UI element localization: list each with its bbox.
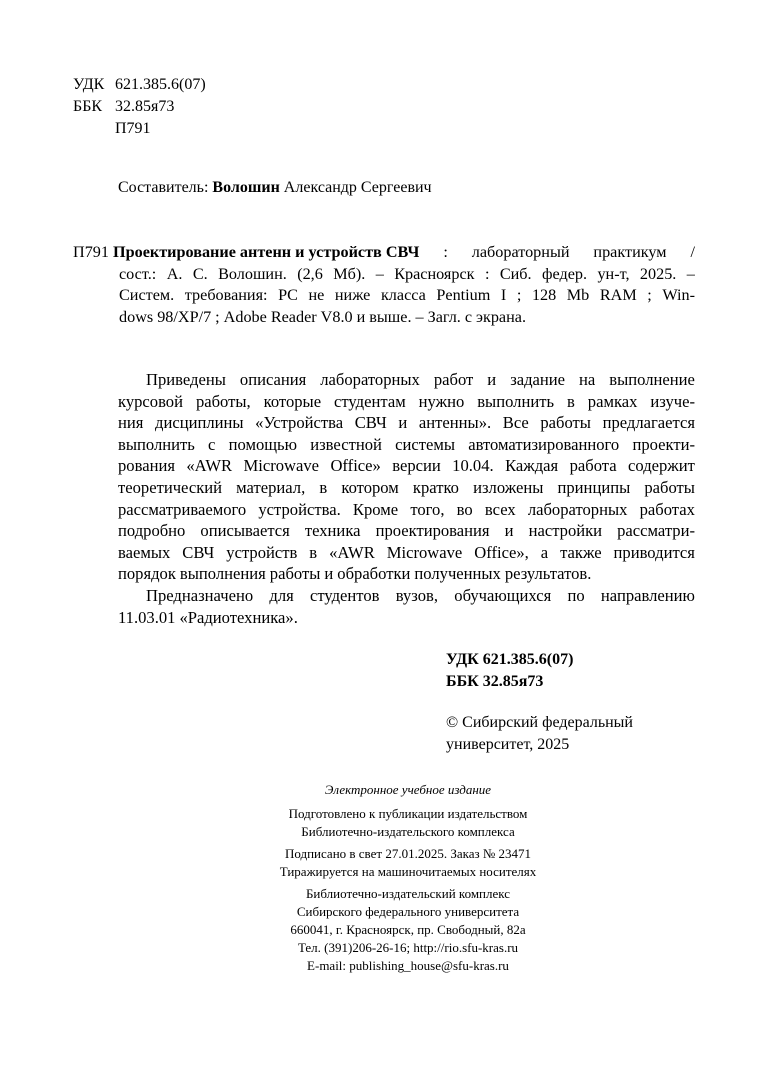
word: Reader [270, 307, 317, 326]
word: ния [118, 413, 144, 433]
word: : [484, 264, 490, 283]
word: А. [166, 264, 183, 283]
word: проекти- [632, 434, 695, 454]
word: кратко [412, 477, 459, 497]
word: выше. [369, 307, 412, 326]
word: Win- [662, 286, 695, 304]
classification-codes [73, 74, 206, 140]
address-phone-web: Тел. (391)206-26-16; http://rio.sfu-kras.ru [297, 940, 519, 955]
word: работах [639, 499, 695, 519]
word: рассматриваемого [118, 499, 247, 519]
word: во [456, 499, 473, 519]
word: «Устройства [255, 413, 344, 433]
word: федер. [542, 264, 588, 283]
word: работы [540, 413, 591, 433]
word: Кроме [352, 499, 399, 519]
copyright-line-1: © Сибирский федеральный [446, 714, 633, 731]
word: помощью [228, 434, 298, 454]
word: результатов. [504, 564, 592, 584]
word: проектирования [375, 521, 490, 541]
word: с [208, 434, 216, 454]
word: работы [269, 564, 321, 584]
word: (2,6 [297, 264, 323, 283]
word: рамках [587, 391, 638, 411]
biblio-title: Проектирование антенн и устройств СВЧ [113, 243, 420, 261]
word: дисциплины [155, 413, 244, 433]
address-line-1: Библиотечно-издательский комплекс [305, 886, 511, 901]
word: – [415, 307, 424, 326]
word: выполнение [609, 370, 695, 389]
word: работы, [195, 391, 251, 411]
word: задание [510, 370, 566, 389]
compiler-label: Составитель: [118, 179, 209, 196]
bbk-label: ББК [73, 98, 103, 115]
abstract-line [118, 542, 695, 564]
address-email: E-mail: publishing_house@sfu-kras.ru [307, 958, 509, 973]
word: Систем. [119, 286, 175, 304]
word: ; [215, 307, 220, 326]
word: того, [410, 499, 445, 519]
word: сост.: [119, 264, 157, 283]
footer-udk: УДК 621.385.6(07) [446, 651, 574, 668]
word: 11.03.01 [118, 607, 176, 627]
compiler-name: Александр Сергеевич [283, 179, 432, 196]
signed-line: Подписано в свет 27.01.2025. Заказ № 23471 [284, 846, 532, 861]
abstract-line [118, 455, 695, 477]
bibliographic-description [73, 242, 695, 328]
word: PC [278, 286, 298, 304]
word: и [487, 370, 497, 389]
footer-codes [446, 649, 573, 693]
word: направлению [600, 585, 695, 605]
word: экрана. [476, 307, 527, 326]
word: Каждая [505, 456, 559, 476]
abstract-paragraph-1 [118, 369, 695, 585]
word: устройства. [258, 499, 341, 519]
word: I [500, 286, 507, 304]
abstract-line [118, 412, 695, 434]
word: Mb [566, 286, 590, 304]
word: СВЧ [182, 542, 215, 562]
word: и [356, 307, 366, 326]
prep-line-2: Библиотечно-издательского комплекса [301, 824, 515, 839]
replicated-line: Тиражируется на машиночитаемых носителях [279, 864, 537, 879]
word: студентам [334, 391, 406, 411]
word: приводится [613, 542, 695, 562]
word: в [309, 542, 318, 562]
word: которые [263, 391, 322, 411]
word: Приведены [146, 370, 226, 389]
word: материал, [236, 477, 306, 497]
word: и [398, 413, 408, 433]
preparation-info [0, 805, 763, 841]
word: Красноярск [394, 264, 475, 283]
word: 10.04. [452, 456, 494, 476]
word: dows [119, 307, 154, 326]
publisher-address [0, 885, 763, 975]
word: работа [569, 456, 617, 476]
biblio-line-2 [73, 264, 695, 286]
word: лабораторных [527, 499, 628, 519]
abstract-line [118, 585, 695, 607]
word: «AWR [186, 456, 233, 476]
word: изуче- [650, 391, 695, 411]
copyright [446, 712, 633, 756]
word: Pentium [436, 286, 491, 304]
footer-bbk: ББК 32.85я73 [446, 673, 544, 690]
abstract-paragraph-2 [118, 585, 695, 628]
word: рования [118, 456, 175, 476]
word: 2025. [639, 264, 677, 283]
word: выполнить [118, 434, 195, 454]
biblio-mark: П791 [73, 243, 109, 261]
word: Загл. [427, 307, 461, 326]
ebook-type: Электронное учебное издание [324, 782, 492, 797]
word: нужно [418, 391, 465, 411]
word: курсовой [118, 391, 183, 411]
author-mark: П791 [115, 120, 151, 137]
abstract-line [118, 499, 695, 521]
abstract-line [118, 520, 695, 542]
word: студентов [309, 585, 380, 605]
word: ; [516, 286, 522, 304]
word: вузов, [395, 585, 439, 605]
word: принципы [557, 477, 631, 497]
word: для [269, 585, 294, 605]
abstract-line [118, 607, 695, 629]
word: ниже [334, 286, 371, 304]
word: на [579, 370, 596, 389]
word: выполнения [179, 564, 266, 584]
word: 98/XP/7 [157, 307, 212, 326]
address-line-2: Сибирского федерального университета [296, 904, 520, 919]
abstract-line [118, 369, 695, 391]
word: автоматизированного [468, 434, 620, 454]
word: Мб). [333, 264, 366, 283]
word: V8.0 [320, 307, 353, 326]
abstract-line [118, 391, 695, 413]
bbk-value: 32.85я73 [115, 98, 175, 115]
word: версии [392, 456, 441, 476]
word: описывается [200, 521, 290, 541]
word: известной [310, 434, 382, 454]
signing-info [0, 845, 763, 881]
word: содержит [628, 456, 695, 476]
word: класса [380, 286, 426, 304]
word: в [319, 477, 328, 497]
compiler-line [118, 177, 432, 199]
word: 128 [531, 286, 557, 304]
word: Сиб. [499, 264, 532, 283]
prep-line-1: Подготовлено к публикации издательством [288, 806, 528, 821]
word: Adobe [223, 307, 267, 326]
abstract [118, 369, 695, 628]
address-line-3: 660041, г. Красноярск, пр. Свободный, 82а [290, 922, 526, 937]
word: по [567, 585, 585, 605]
word: теоретический [118, 477, 223, 497]
word: С. [192, 264, 208, 283]
biblio-line-1: П791 Проектирование антенн и устройств СВЧ : лабораторный практикум / [73, 243, 695, 261]
word: полученных [414, 564, 501, 584]
word: подробно [118, 521, 186, 541]
word: Office», [474, 542, 529, 562]
word: предлагается [602, 413, 695, 433]
udk-label: УДК [73, 76, 105, 93]
word: и [324, 564, 334, 584]
word: – [686, 264, 695, 283]
word: не [308, 286, 325, 304]
word: также [560, 542, 602, 562]
word: ун-т, [597, 264, 630, 283]
word: в [566, 391, 575, 411]
word: устройств [226, 542, 298, 562]
word: – [375, 264, 384, 283]
word: рассматри- [617, 521, 695, 541]
word: «AWR [329, 542, 375, 562]
word: и [504, 521, 514, 541]
biblio-line-4 [73, 307, 695, 329]
word: Волошин. [218, 264, 287, 283]
word: СВЧ [354, 413, 387, 433]
word: ваемых [118, 542, 171, 562]
word: «Радиотехника». [179, 607, 298, 627]
word: описания [239, 370, 307, 389]
word: котором [341, 477, 399, 497]
word: работы [644, 477, 695, 497]
word: Microwave [243, 456, 320, 476]
word: Microwave [386, 542, 463, 562]
compiler-surname: Волошин [212, 179, 280, 196]
word: лабораторных [320, 370, 420, 389]
word: обучающихся [454, 585, 552, 605]
word: техника [304, 521, 361, 541]
abstract-line [118, 563, 695, 585]
word: а [540, 542, 549, 562]
word: порядок [118, 564, 176, 584]
word: Предназначено [146, 585, 254, 605]
word: антенны». [418, 413, 492, 433]
word: требования: [184, 286, 268, 304]
copyright-line-2: университет, 2025 [446, 736, 570, 753]
word: ; [647, 286, 652, 304]
biblio-line-3 [73, 285, 695, 307]
abstract-line [118, 477, 695, 499]
word: работ [433, 370, 474, 389]
word: выполнить [477, 391, 555, 411]
word: Все [502, 413, 529, 433]
word: обработки [337, 564, 411, 584]
word: с [464, 307, 473, 326]
word: Office» [330, 456, 381, 476]
word: изложены [473, 477, 544, 497]
word: системы [395, 434, 455, 454]
word: всех [484, 499, 516, 519]
word: RAM [599, 286, 637, 304]
word: настройки [528, 521, 603, 541]
abstract-line [118, 434, 695, 456]
udk-value: 621.385.6(07) [115, 76, 206, 93]
